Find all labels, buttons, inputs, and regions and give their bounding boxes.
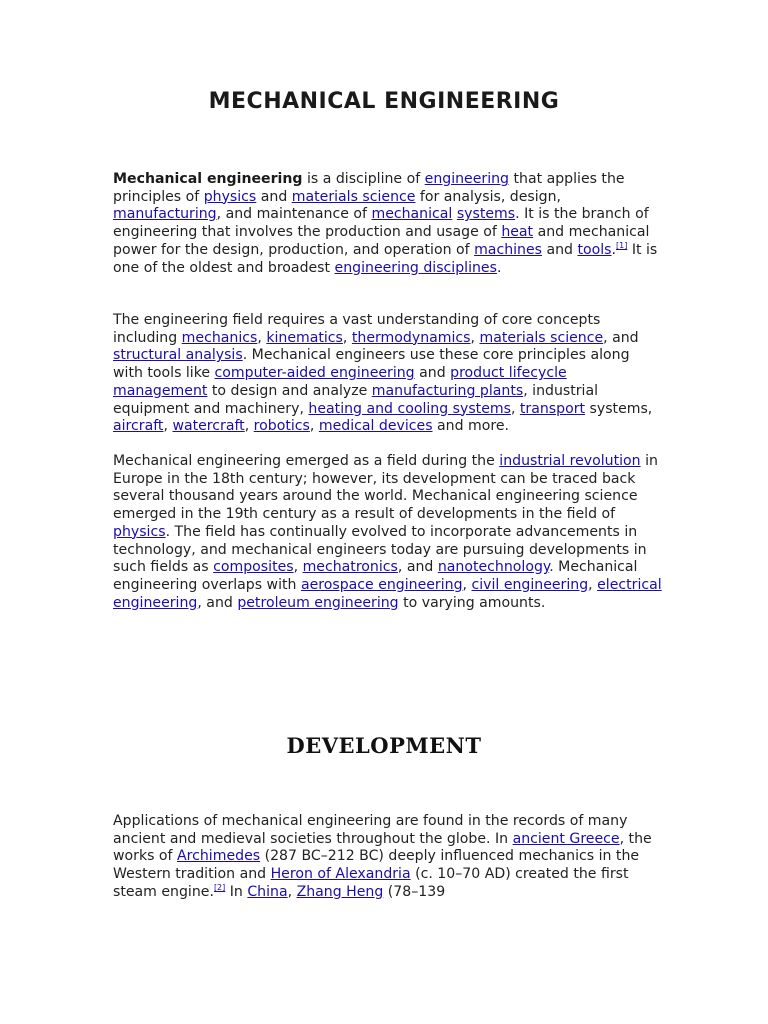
link-machines[interactable]: machines <box>474 241 542 258</box>
paragraph-intro <box>113 171 663 277</box>
link-manufacturing-plants[interactable]: manufacturing plants <box>371 382 524 399</box>
link-engineering-disciplines[interactable]: engineering disciplines <box>334 259 497 276</box>
link-heron-of-alexandria[interactable]: Heron of Alexandria <box>270 866 411 883</box>
text-run: , <box>244 418 254 435</box>
paragraph-development <box>113 813 663 902</box>
text-run: (c. 10–70 AD) created the first steam engine. <box>113 866 629 900</box>
text-run: (78–139 <box>383 883 446 900</box>
link-manufacturing[interactable]: manufacturing <box>113 206 217 223</box>
link-mechatronics[interactable]: mechatronics <box>302 559 398 576</box>
link-materials-science[interactable]: materials science <box>479 329 604 346</box>
text-run: and <box>414 365 451 382</box>
link-transport[interactable]: transport <box>519 400 586 417</box>
link-petroleum-engineering[interactable]: petroleum engineering <box>237 594 399 611</box>
text-run: . Mechanical engineers use these core principles along with tools like <box>113 347 630 382</box>
link-structural-analysis[interactable]: structural analysis <box>113 347 243 364</box>
link-systems[interactable]: systems <box>456 206 516 223</box>
citation-link-2[interactable]: [2] <box>213 882 226 892</box>
text-run: , <box>342 329 352 346</box>
lead-term: Mechanical engineering <box>113 171 303 187</box>
text-run: . Mechanical engineering overlaps with <box>113 559 638 593</box>
link-physics[interactable]: physics <box>203 188 257 205</box>
text-run: and <box>256 188 292 205</box>
text-run: , <box>309 418 319 435</box>
citation-link-1[interactable]: [1] <box>616 240 628 250</box>
text-run: Applications of mechanical engineering are found in the records of many ancient and medieval societies throughout the globe. In <box>113 813 628 847</box>
link-ancient-greece[interactable]: ancient Greece <box>512 830 620 847</box>
link-mechanical[interactable]: mechanical <box>371 206 453 223</box>
text-run: and <box>542 241 578 258</box>
text-run: is a discipline of <box>302 171 425 187</box>
text-run: . The field has continually evolved to incorporate advancements in technology, and mechanical engineers today are pursuing developments in such fields as <box>113 523 647 576</box>
text-run: . It is the branch of engineering that involves the production and usage of <box>113 206 649 241</box>
citation-2 <box>214 883 225 892</box>
link-archimedes[interactable]: Archimedes <box>177 848 261 865</box>
link-computer-aided-engineering[interactable]: computer-aided engineering <box>214 365 415 382</box>
text-run: systems, <box>585 400 653 417</box>
text-run: , the works of <box>113 830 652 865</box>
text-run: and more. <box>432 418 510 435</box>
text-run: . <box>496 259 502 276</box>
link-materials-science[interactable]: materials science <box>291 188 416 205</box>
text-run: , and <box>397 559 438 576</box>
link-electrical-engineering[interactable]: electrical engineering <box>113 576 662 611</box>
text-run: The engineering field requires a vast understanding of core concepts including <box>113 312 601 346</box>
text-run: and mechanical power for the design, production, and operation of <box>113 224 650 258</box>
link-industrial-revolution[interactable]: industrial revolution <box>499 453 641 469</box>
text-run: , <box>293 559 303 576</box>
link-physics[interactable]: physics <box>113 523 166 540</box>
text-run: , <box>163 418 173 435</box>
text-run: to design and analyze <box>207 382 372 399</box>
text-run: , <box>257 329 267 346</box>
link-kinematics[interactable]: kinematics <box>266 329 343 346</box>
paragraph-core-concepts <box>113 312 663 436</box>
link-tools[interactable]: tools <box>577 241 612 258</box>
text-run: that applies the principles of <box>113 171 625 205</box>
text-run: in Europe in the 18th century; however, its development can be traced back several thousand years around the world. Mechanical engineering science emerged in the 19th century as a result of developments in the field of <box>113 453 658 523</box>
text-run: . <box>611 241 616 258</box>
paragraph-history <box>113 453 663 612</box>
text-run: , <box>588 576 598 593</box>
link-watercraft[interactable]: watercraft <box>172 418 245 435</box>
link-mechanics[interactable]: mechanics <box>181 329 258 346</box>
text-run: , <box>287 883 297 900</box>
link-medical-devices[interactable]: medical devices <box>318 418 433 435</box>
text-run: to varying amounts. <box>398 594 546 611</box>
link-nanotechnology[interactable]: nanotechnology <box>437 559 550 576</box>
link-engineering[interactable]: engineering <box>424 171 509 187</box>
link-zhang-heng[interactable]: Zhang Heng <box>296 883 384 900</box>
text-run: , and <box>197 594 238 611</box>
text-run: for analysis, design, <box>415 188 562 205</box>
text-run: , and <box>603 329 639 346</box>
link-composites[interactable]: composites <box>213 559 294 576</box>
link-china[interactable]: China <box>247 883 288 900</box>
text-run: , industrial equipment and machinery, <box>113 382 599 417</box>
link-robotics[interactable]: robotics <box>253 418 310 435</box>
text-run: Mechanical engineering emerged as a field during the <box>113 453 500 469</box>
link-heating-and-cooling-systems[interactable]: heating and cooling systems <box>308 400 511 417</box>
link-aerospace-engineering[interactable]: aerospace engineering <box>300 576 463 593</box>
text-run: , <box>462 576 472 593</box>
link-heat[interactable]: heat <box>501 224 534 241</box>
text-run: (287 BC–212 BC) deeply influenced mechanics in the Western tradition and <box>113 848 640 883</box>
text-run: , <box>510 400 520 417</box>
text-run: , and maintenance of <box>216 206 372 223</box>
text-run: It is one of the oldest and broadest <box>113 241 658 276</box>
text-run: In <box>225 883 248 900</box>
text-run: , <box>470 329 480 346</box>
section-heading-development: DEVELOPMENT <box>286 733 482 758</box>
link-thermodynamics[interactable]: thermodynamics <box>351 329 471 346</box>
link-product-lifecycle-management[interactable]: product lifecycle management <box>113 365 567 399</box>
page-title: MECHANICAL ENGINEERING <box>208 89 560 114</box>
citation-1 <box>616 241 627 250</box>
link-aircraft[interactable]: aircraft <box>113 418 164 435</box>
link-civil-engineering[interactable]: civil engineering <box>471 576 589 593</box>
